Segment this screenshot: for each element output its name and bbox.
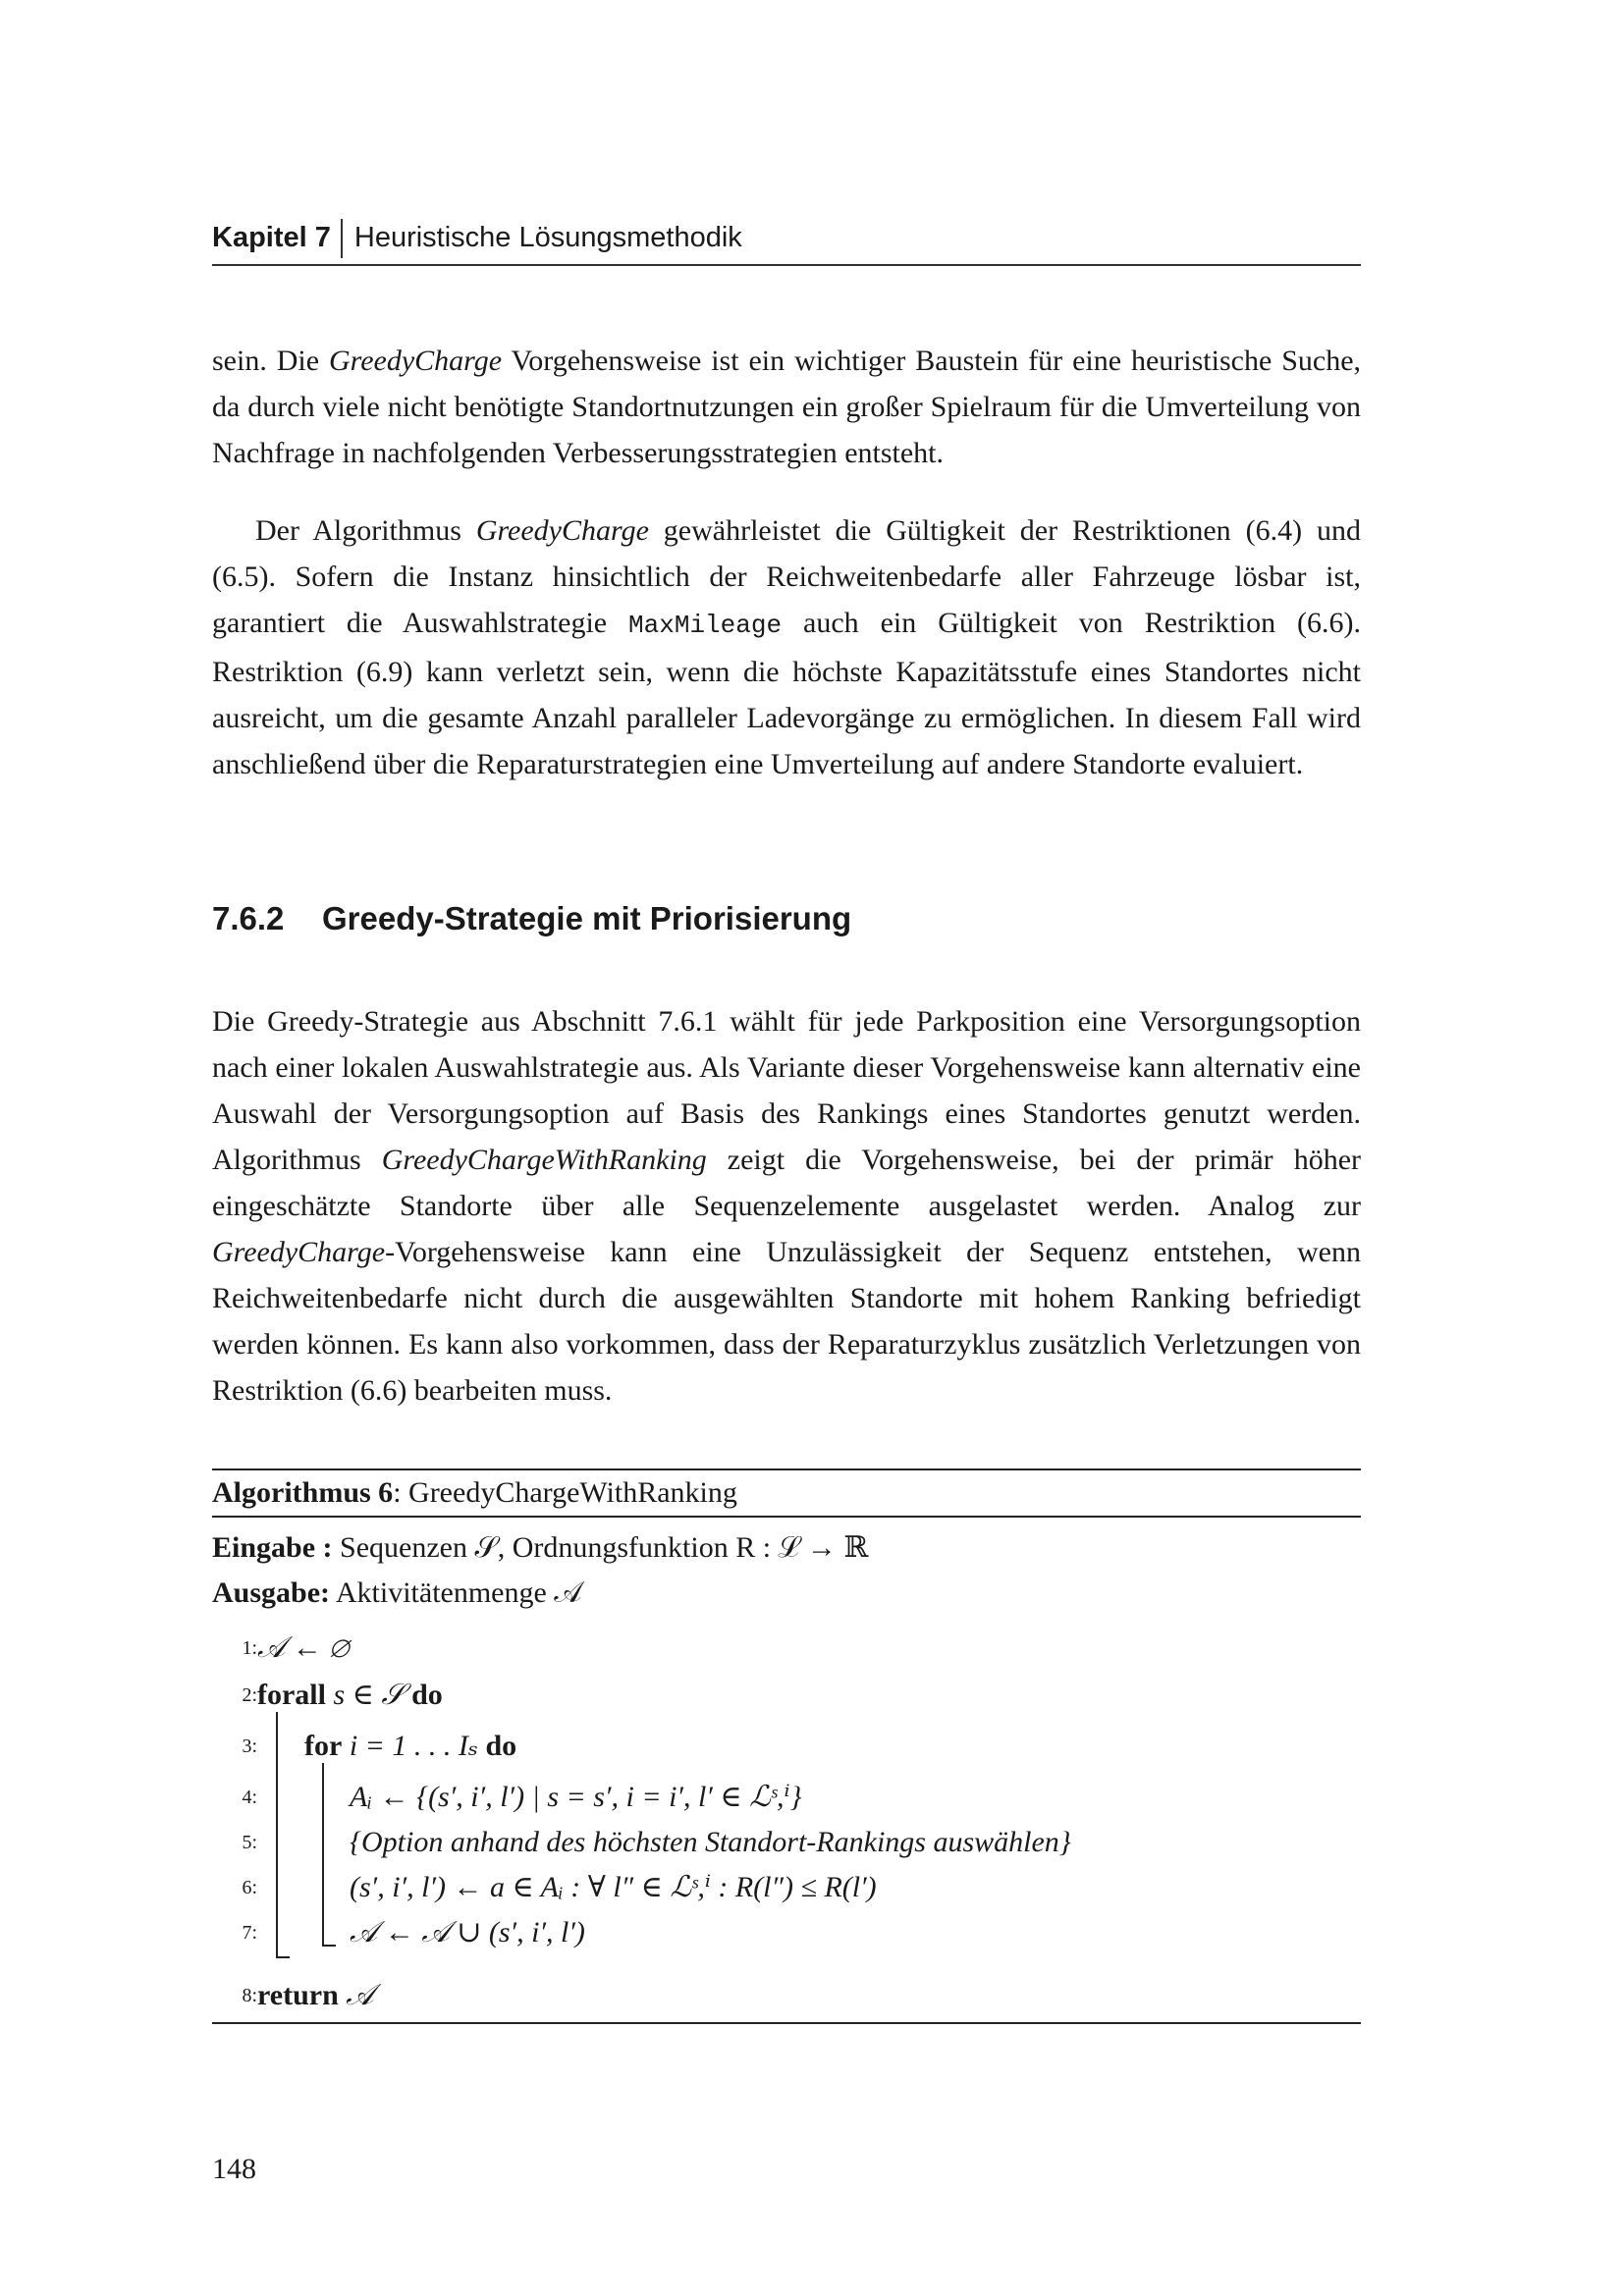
header-separator xyxy=(341,219,343,258)
paragraph-2: Der Algorithmus GreedyCharge gewährleistet die Gültigkeit der Restriktionen (6.4) und (6.5). Sofern die Instanz hinsichtlich der Reichweitenbedarfe aller Fahrzeuge lösbar ist, garantiert die Auswahlstrategie MaxMileage auch ein Gültigkeit von Restriktion (6.6). Restriktion (6.9) kann verletzt sein, wenn die höchste Kapazitätsstufe eines Standortes nicht ausreicht, um die gesamte Anzahl paralleler Ladevorgänge zu ermöglichen. In diesem Fall wird anschließend über die Reparaturstrategien eine Umverteilung auf andere Standorte evaluiert. xyxy=(212,514,1362,780)
page-number: 148 xyxy=(212,2153,256,2185)
algorithm-name-ref: GreedyChargeWithRanking xyxy=(381,1144,707,1176)
chapter-label: Kapitel 7 xyxy=(212,222,331,253)
forall-block-end xyxy=(276,1956,290,1958)
section-number: 7.6.2 xyxy=(212,900,285,936)
running-header xyxy=(212,218,1361,266)
chapter-title: Heuristische Lösungsmethodik xyxy=(353,222,742,253)
algorithm-output: Ausgabe: Aktivitätenmenge 𝒜 xyxy=(212,1576,582,1609)
paragraph-3: Die Greedy-Strategie aus Abschnitt 7.6.1 wählt für jede Parkposition eine Versorgungsoption nach einer lokalen Auswahlstrategie aus. Als Variante dieser Vorgehensweise kann alternativ eine Auswahl der Versorgungsoption auf Basis des Rankings eines Standortes genutzt werden. Algorithmus GreedyChargeWithRanking zeigt die Vorgehensweise, bei der primär höher eingeschätzte Standorte über alle Sequenzelemente ausgelastet werden. Analog zur GreedyCharge-Vorgehensweise kann eine Unzulässigkeit der Sequenz entstehen, wenn Reichweitenbedarfe nicht durch die ausgewählten Standorte mit hohem Ranking befriedigt werden können. Es kann also vorkommen, dass der Reparaturzyklus zusätzlich Verletzungen von Restriktion (6.6) bearbeiten muss. xyxy=(212,1005,1362,1407)
algorithm-title: GreedyChargeWithRanking xyxy=(408,1476,737,1509)
section-title: Greedy-Strategie mit Priorisierung xyxy=(322,900,852,936)
algorithm-input: Eingabe : Sequenzen 𝒮, Ordnungsfunktion R : ℒ → ℝ xyxy=(212,1531,869,1564)
algorithm-name-ref: GreedyCharge xyxy=(329,345,503,377)
algorithm-name-ref: GreedyCharge xyxy=(212,1236,386,1268)
for-block-end xyxy=(322,1945,336,1947)
strategy-code: MaxMileage xyxy=(628,611,783,640)
algorithm-name-ref: GreedyCharge xyxy=(475,514,649,547)
for-block-bar xyxy=(322,1763,324,1946)
forall-block-bar xyxy=(276,1712,278,1957)
paragraph-1: sein. Die GreedyCharge Vorgehensweise ist ein wichtiger Baustein für eine heuristische Suche, da durch viele nicht benötigte Standortnutzungen ein großer Spielraum für die Umverteilung von Nachfrage in nachfolgenden Verbesserungsstrategien entsteht. xyxy=(212,345,1362,469)
algorithm-bottom-rule xyxy=(212,2022,1361,2024)
algorithm-box xyxy=(212,1468,1361,2024)
section-heading xyxy=(212,900,851,937)
algorithm-label: Algorithmus 6 xyxy=(212,1476,394,1509)
algorithm-steps: 1: 𝒜 ← ∅ 2: forall s ∈ 𝒮 do 3: for i = 1 . . . Iₛ do 4: Aᵢ ← {(s′, i′, l′) | s = s′, i = i′, l′ ∈ ℒˢ,ⁱ} 5: {Option anhand des höchsten Standort-Rankings auswählen} 6: (s′, i′, l′) ← a ∈ Aᵢ : ∀ l″ ∈ ℒˢ,ⁱ : R(l″) ≤ R(l′) 7: 𝒜 ← 𝒜 ∪ (s′, i′, l′) 8: return 𝒜 xyxy=(242,1631,1071,2011)
algorithm-caption: Algorithmus 6: GreedyChargeWithRanking xyxy=(212,1470,1361,1518)
